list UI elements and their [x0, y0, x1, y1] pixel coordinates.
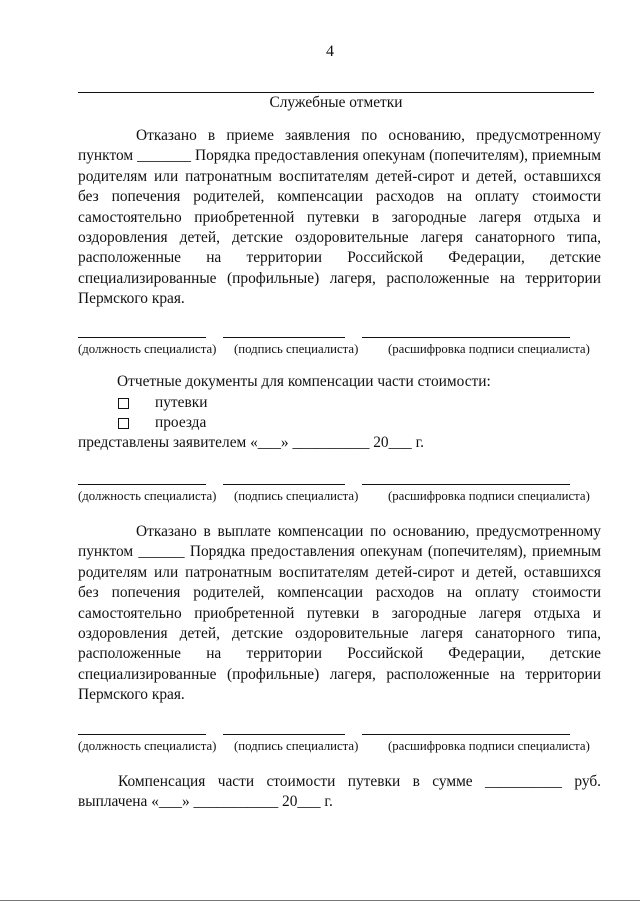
signature-decoding-field[interactable]	[362, 734, 570, 735]
paragraph-line: специализированные (профильные) лагеря, расположенные на территории	[78, 665, 601, 683]
paragraph-line: пунктом _______ Порядка предоставления опекунам (попечителям), приемным	[78, 147, 601, 165]
paragraph-line: Пермского края.	[78, 686, 185, 704]
refusal-application-paragraph	[78, 126, 601, 310]
paragraph-line: без попечения родителей, компенсации расходов на оплату стоимости	[78, 188, 601, 206]
paragraph-line: родителям или патронатным воспитателям детей-сирот и детей, оставшихся	[78, 167, 601, 185]
paragraph-line: Отказано в приеме заявления по основанию, предусмотренному	[136, 127, 601, 144]
position-field[interactable]	[78, 337, 206, 338]
paragraph-line: пунктом ______ Порядка предоставления опекунам (попечителям), приемным	[78, 543, 601, 561]
decoding-caption: (расшифровка подписи специалиста)	[388, 489, 590, 503]
paragraph-line: оздоровления детей, детские оздоровительные лагеря санаторного типа,	[78, 229, 601, 247]
signature-row-documents	[78, 484, 598, 524]
paragraph-line: самостоятельно приобретенной путевки в загородные лагеря отдыха и	[78, 208, 601, 226]
signature-field[interactable]	[223, 337, 345, 338]
paragraph-line: Отказано в выплате компенсации по основанию, предусмотренному	[136, 523, 601, 540]
signature-caption: (подпись специалиста)	[234, 342, 359, 356]
signature-row-payment	[78, 734, 598, 774]
decoding-caption: (расшифровка подписи специалиста)	[388, 342, 590, 356]
signature-caption: (подпись специалиста)	[234, 739, 359, 753]
signature-field[interactable]	[223, 484, 345, 485]
position-field[interactable]	[78, 734, 206, 735]
documents-intro: Отчетные документы для компенсации части стоимости:	[117, 373, 491, 390]
position-caption: (должность специалиста)	[78, 342, 217, 356]
voucher-checkbox[interactable]	[118, 398, 129, 409]
signature-field[interactable]	[223, 734, 345, 735]
paragraph-line: без попечения родителей, компенсации расходов на оплату стоимости	[78, 584, 601, 602]
paragraph-line: оздоровления детей, детские оздоровительные лагеря санаторного типа,	[78, 625, 601, 643]
payment-date-line: выплачена «___» ___________ 20___ г.	[78, 793, 333, 811]
signature-decoding-field[interactable]	[362, 484, 570, 485]
signature-caption: (подпись специалиста)	[234, 489, 359, 503]
paragraph-line: родителям или патронатным воспитателям детей-сирот и детей, оставшихся	[78, 563, 601, 581]
header-rule	[78, 92, 594, 93]
paragraph-line: расположенные на территории Российской Федерации, детские	[78, 249, 601, 267]
position-field[interactable]	[78, 484, 206, 485]
decoding-caption: (расшифровка подписи специалиста)	[388, 739, 590, 753]
voucher-label: путевки	[155, 394, 208, 411]
section-title: Служебные отметки	[269, 94, 403, 111]
position-caption: (должность специалиста)	[78, 489, 217, 503]
travel-label: проезда	[155, 414, 207, 431]
position-caption: (должность специалиста)	[78, 739, 217, 753]
paragraph-line: расположенные на территории Российской Федерации, детские	[78, 645, 601, 663]
paragraph-line: Пермского края.	[78, 290, 185, 308]
refusal-payment-paragraph	[78, 522, 601, 706]
page-bottom-edge	[0, 900, 640, 901]
signature-row-application	[78, 337, 598, 377]
page-number: 4	[326, 43, 334, 60]
travel-checkbox[interactable]	[118, 418, 129, 429]
paragraph-line: самостоятельно приобретенной путевки в загородные лагеря отдыха и	[78, 604, 601, 622]
payment-paragraph	[78, 772, 601, 813]
documents-submitted-line: представлены заявителем «___» __________ 20___ г.	[78, 434, 424, 451]
payment-amount-line: Компенсация части стоимости путевки в сумме __________ руб.	[118, 773, 601, 790]
signature-decoding-field[interactable]	[362, 337, 570, 338]
paragraph-line: специализированные (профильные) лагеря, расположенные на территории	[78, 269, 601, 287]
